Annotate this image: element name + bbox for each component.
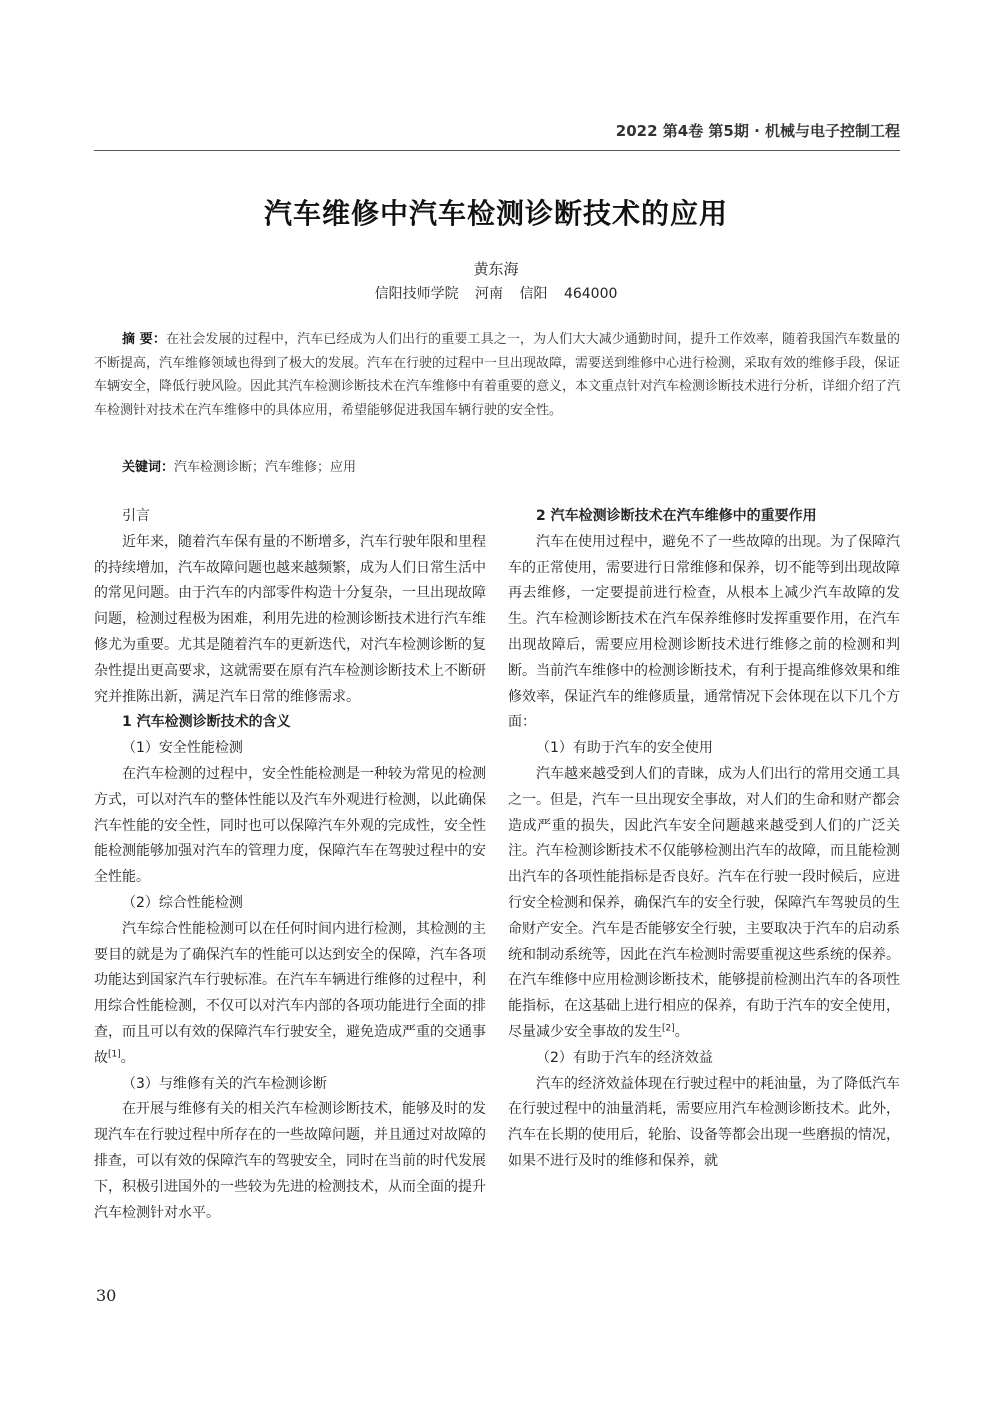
journal-header: 2022 第4卷 第5期 · 机械与电子控制工程 <box>94 120 900 151</box>
subsection-1-2-paragraph <box>94 917 486 1072</box>
abstract-text: 在社会发展的过程中，汽车已经成为人们出行的重要工具之一，为人们大大减少通勤时间，提升工作效率，随着我国汽车数量的不断提高，汽车维修领域也得到了极大的发展。汽车在行驶的过程中一旦出现故障，需要送到维修中心进行检测，采取有效的维修手段，保证车辆安全，降低行驶风险。因此其汽车检测诊断技术在汽车维修中有着重要的意义，本文重点针对汽车检测诊断技术进行分析，详细介绍了汽车检测针对技术在汽车维修中的具体应用，希望能够促进我国车辆行驶的安全性。 <box>94 332 901 418</box>
keywords-text: 汽车检测诊断；汽车维修；应用 <box>174 460 357 475</box>
subsection-1-2-heading: （2）综合性能检测 <box>122 894 243 911</box>
keywords <box>122 456 900 475</box>
subsection-1-3-paragraph: 在开展与维修有关的相关汽车检测诊断技术，能够及时的发现汽车在行驶过程中所存在的一些故障问题，并且通过对故障的排查，可以有效的保障汽车的驾驶安全，同时在当前的时代发展下，积极引进国外的一些较为先进的检测技术，从而全面的提升汽车检测针对水平。 <box>94 1101 486 1221</box>
subsection-1-1-heading: （1）安全性能检测 <box>122 740 243 757</box>
subsection-2-1-text: 汽车越来越受到人们的青睐，成为人们出行的常用交通工具之一。但是，汽车一旦出现安全事故，对人们的生命和财产都会造成严重的损失，因此汽车安全问题越来越受到人们的广泛关注。汽车检测诊断技术不仅能够检测出汽车的故障，而且能检测出汽车的各项性能指标是否良好。汽车在行驶一段时候后，应进行安全检测和保养，确保汽车的安全行驶，保障汽车驾驶员的生命财产安全。汽车是否能够安全行驶，主要取决于汽车的启动系统和制动系统等，因此在汽车检测时需要重视这些系统的保养。在汽车维修中应用检测诊断技术，能够提前检测出汽车的各项性能指标，在这基础上进行相应的保养，有助于汽车的安全使用，尽量减少安全事故的发生 <box>508 765 900 1040</box>
citation-2: [2] <box>662 1023 675 1034</box>
subsection-2-1-end: 。 <box>674 1023 689 1040</box>
author-name: 黄东海 <box>473 260 519 278</box>
affiliation: 信阳技师学院 河南 信阳 464000 <box>374 286 618 302</box>
abstract <box>94 328 900 422</box>
section-2-heading: 2 汽车检测诊断技术在汽车维修中的重要作用 <box>536 508 817 524</box>
left-column <box>94 504 486 1226</box>
subsection-1-3-heading: （3）与维修有关的汽车检测诊断 <box>122 1075 327 1092</box>
right-column <box>508 504 900 1175</box>
intro-paragraph: 近年来，随着汽车保有量的不断增多，汽车行驶年限和里程的持续增加，汽车故障问题也越来越频繁，成为人们日常生活中的常见问题。由于汽车的内部零件构造十分复杂，一旦出现故障问题，检测过程极为困难，利用先进的检测诊断技术进行汽车维修尤为重要。尤其是随着汽车的更新迭代，对汽车检测诊断的复杂性提出更高要求，这就需要在原有汽车检测诊断技术上不断研究并推陈出新，满足汽车日常的维修需求。 <box>94 533 486 705</box>
citation-1: [1] <box>108 1049 121 1060</box>
subsection-2-2-paragraph: 汽车的经济效益体现在行驶过程中的耗油量，为了降低汽车在行驶过程中的油量消耗，需要应用汽车检测诊断技术。此外，汽车在长期的使用后，轮胎、设备等都会出现一些磨损的情况，如果不进行及时的维修和保养，就 <box>508 1075 900 1169</box>
subsection-1-2-text: 汽车综合性能检测可以在任何时间内进行检测，其检测的主要目的就是为了确保汽车的性能可以达到安全的保障，汽车各项功能达到国家汽车行驶标准。在汽车车辆进行维修的过程中，利用综合性能检测，不仅可以对汽车内部的各项功能进行全面的排查，而且可以有效的保障汽车行驶安全，避免造成严重的交通事故 <box>94 920 486 1066</box>
subsection-2-2-heading: （2）有助于汽车的经济效益 <box>536 1049 713 1066</box>
subsection-2-1-paragraph <box>508 762 900 1046</box>
intro-heading: 引言 <box>122 508 150 524</box>
subsection-1-2-end: 。 <box>120 1049 135 1066</box>
subsection-2-1-heading: （1）有助于汽车的安全使用 <box>536 740 713 757</box>
paper-title: 汽车维修中汽车检测诊断技术的应用 <box>263 197 728 230</box>
page-number: 30 <box>96 1286 117 1305</box>
section-1-heading: 1 汽车检测诊断技术的含义 <box>122 714 291 731</box>
abstract-label: 摘 要： <box>122 332 166 347</box>
section-2-paragraph: 汽车在使用过程中，避免不了一些故障的出现。为了保障汽车的正常使用，需要进行日常维修和保养，切不能等到出现故障再去维修，一定要提前进行检查，从根本上减少汽车故障的发生。汽车检测诊断技术在汽车保养维修时发挥重要作用，在汽车出现故障后，需要应用检测诊断技术进行维修之前的检测和判断。当前汽车维修中的检测诊断技术，有利于提高维修效果和维修效率，保证汽车的维修质量，通常情况下会体现在以下几个方面： <box>508 533 900 731</box>
keywords-label: 关键词： <box>122 460 175 475</box>
subsection-1-1-paragraph: 在汽车检测的过程中，安全性能检测是一种较为常见的检测方式，可以对汽车的整体性能以及汽车外观进行检测，以此确保汽车性能的安全性，同时也可以保障汽车外观的完成性，安全性能检测能够加强对汽车的管理力度，保障汽车在驾驶过程中的安全性能。 <box>94 765 486 886</box>
